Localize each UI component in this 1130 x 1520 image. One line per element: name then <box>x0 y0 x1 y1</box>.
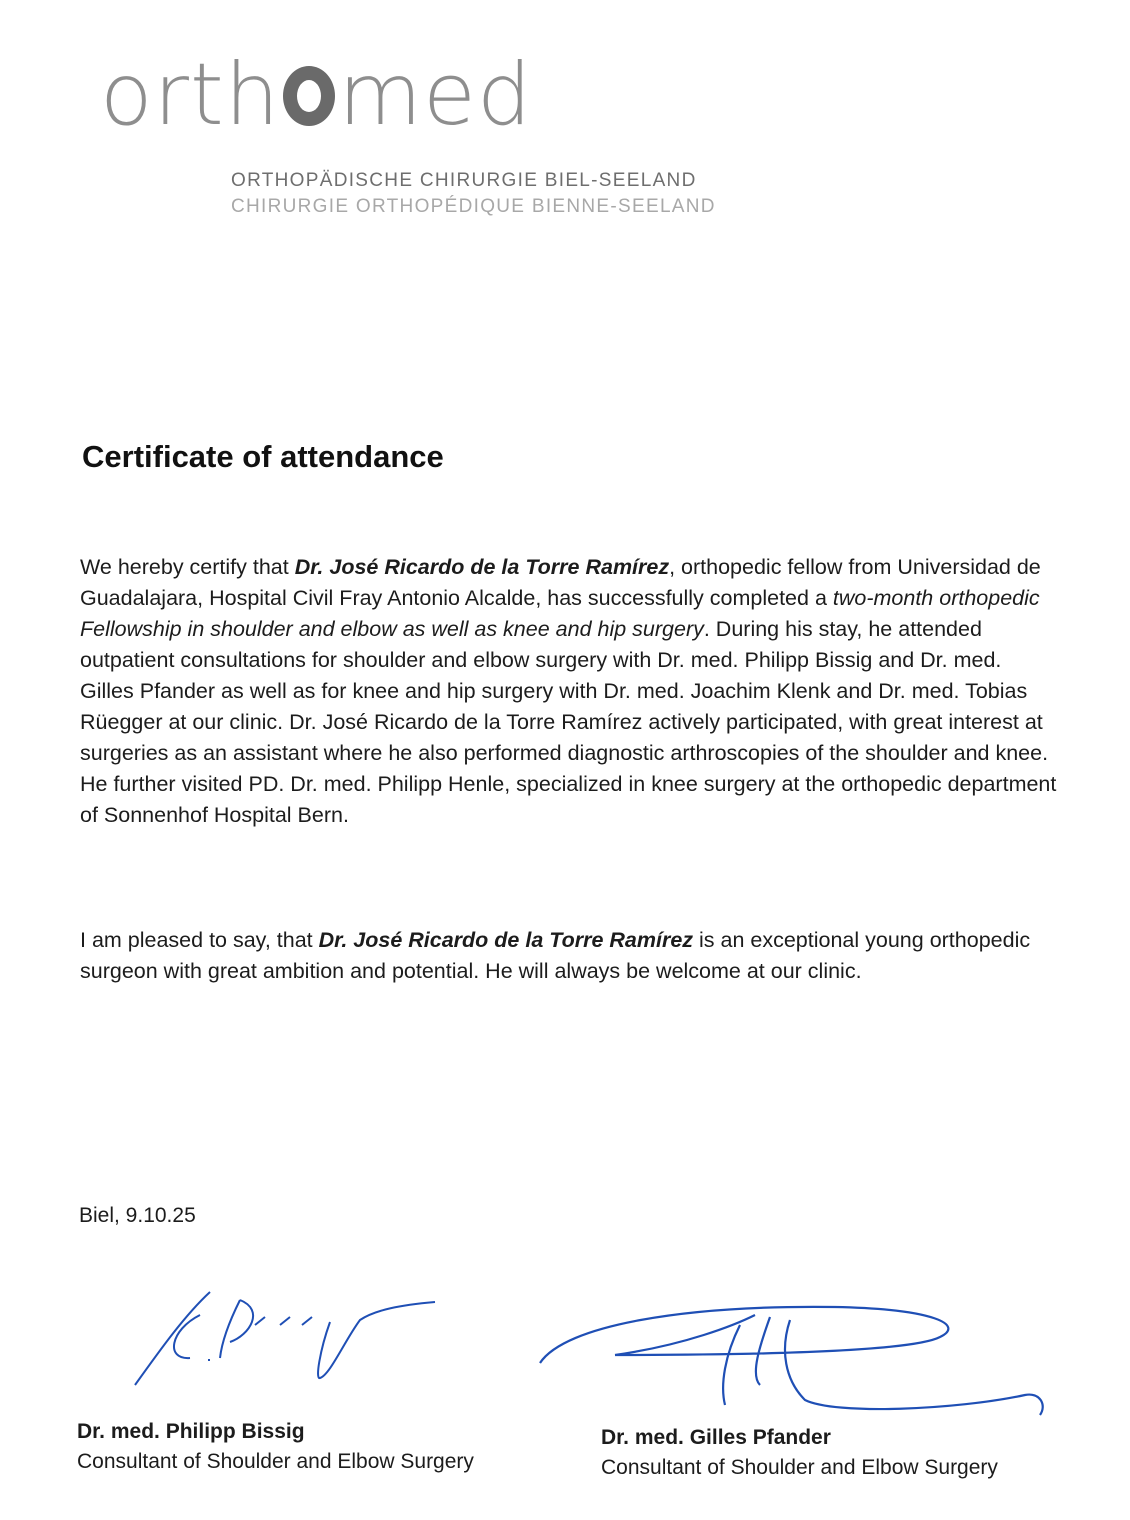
text: We hereby certify that <box>80 555 295 579</box>
fellowship-description: two-month orthopedic Fellowship in shoulder and elbow as well as knee and hip surgery <box>80 586 1040 641</box>
certificate-paragraph-2 <box>80 925 1060 987</box>
signatory-bissig <box>77 1420 474 1474</box>
logo-text-right: med <box>338 45 533 145</box>
signature-pfander <box>535 1295 1055 1425</box>
text: I am pleased to say, that <box>80 928 319 952</box>
fellow-name: Dr. José Ricardo de la Torre Ramírez <box>318 928 694 952</box>
subtitle-french: CHIRURGIE ORTHOPÉDIQUE BIENNE-SEELAND <box>231 196 716 217</box>
signatory-pfander <box>601 1426 998 1480</box>
text: . During his stay, he attended outpatient consultations for shoulder and elbow surgery with Dr. med. Philipp Bissig and Dr. med. Gilles Pfander as well as for knee and hip surgery with Dr. med. Joachim Klenk and Dr. med. Tobias Rüegger at our clinic. Dr. José Ricardo de la Torre Ramírez actively participated, with great interest at surgeries as an assistant where he also performed diagnostic arthroscopies of the shoulder and knee. <box>80 617 1049 765</box>
text: He further visited PD. Dr. med. Philipp Henle, specialized in knee surgery at the orthopedic department of Sonnenhof Hospital Bern. <box>80 772 1057 827</box>
signature-bissig <box>130 1280 450 1390</box>
document-title: Certificate of attendance <box>82 439 444 474</box>
text: , orthopedic fellow from Universidad de Guadalajara, Hospital Civil Fray Antonio Alcalde, has successfully completed a <box>80 555 1041 610</box>
logo-text-left: orth <box>100 45 281 145</box>
signatory-role: Consultant of Shoulder and Elbow Surgery <box>601 1456 998 1479</box>
subtitle-german: ORTHOPÄDISCHE CHIRURGIE BIEL-SEELAND <box>231 170 697 191</box>
orthomed-logo <box>100 45 533 145</box>
fellow-name: Dr. José Ricardo de la Torre Ramírez <box>294 555 670 579</box>
logo-ring-icon <box>283 66 335 126</box>
text: is an exceptional young orthopedic surgeon with great ambition and potential. He will always be welcome at our clinic. <box>80 928 1031 983</box>
signatory-name: Dr. med. Philipp Bissig <box>77 1420 305 1443</box>
place-date: Biel, 9.10.25 <box>79 1204 196 1227</box>
certificate-paragraph-1 <box>80 552 1060 831</box>
signatory-name: Dr. med. Gilles Pfander <box>601 1426 831 1449</box>
signatory-role: Consultant of Shoulder and Elbow Surgery <box>77 1450 474 1473</box>
